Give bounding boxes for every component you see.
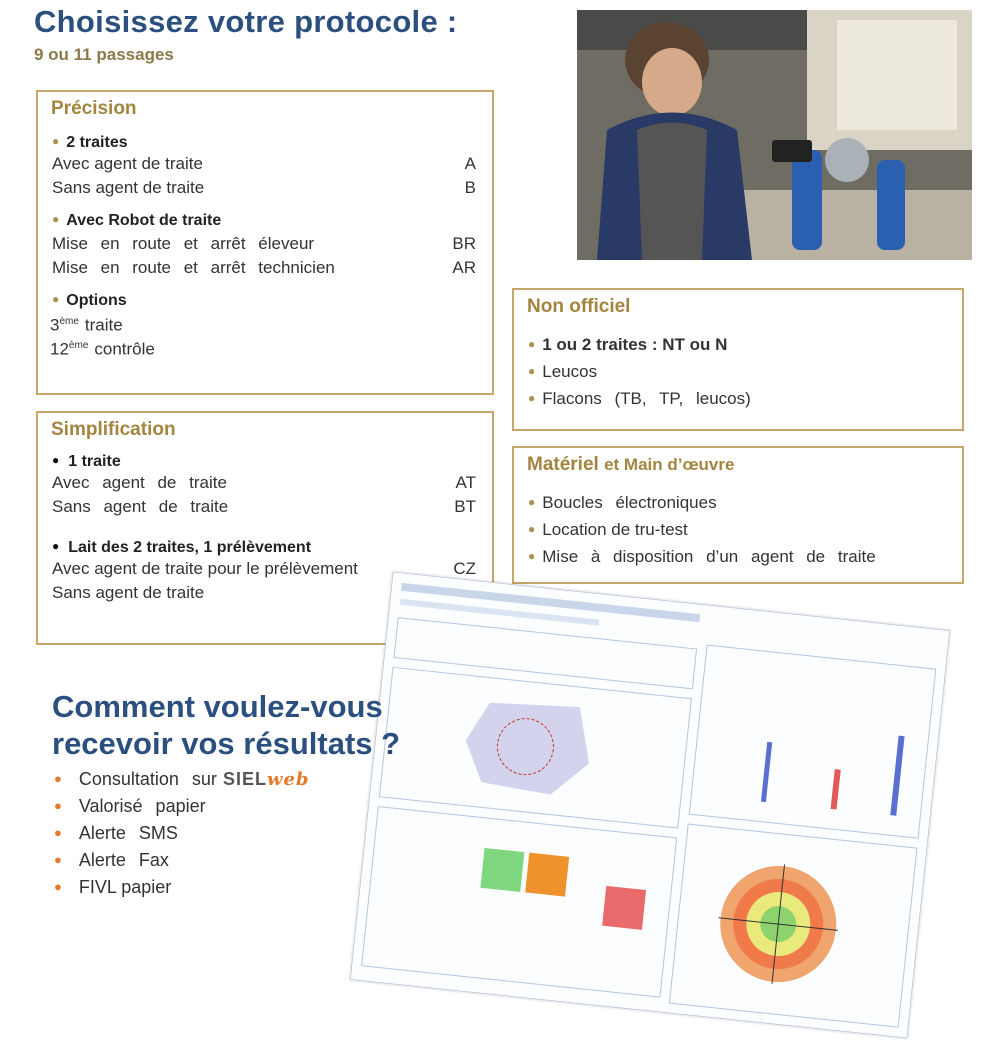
simplification-row: Sans agent de traite: [52, 583, 205, 602]
simplification-row: Avec agent de traite pour le prélèvement CZ: [52, 559, 476, 578]
precision-row: Mise en route et arrêt technicien AR: [52, 258, 476, 277]
precision-section-2-traites: ● 2 traites: [52, 134, 492, 152]
delivery-option: ● Alerte SMS: [54, 820, 310, 847]
delivery-option: ● FIVL papier: [54, 874, 310, 901]
precision-box: [36, 90, 494, 395]
results-question-title: [52, 688, 400, 762]
simplification-title: Simplification: [51, 419, 176, 440]
report-illustration: [350, 572, 950, 1038]
option-row: 3ème traite: [50, 315, 123, 335]
simplification-section-lait: ● Lait des 2 traites, 1 prélèvement: [52, 539, 492, 557]
question-line-2: recevoir vos résultats ?: [52, 726, 401, 761]
non-officiel-box: [512, 288, 964, 431]
precision-row: Avec agent de traite A: [52, 154, 476, 173]
milking-photo: [577, 10, 972, 260]
delivery-options-list: [54, 766, 310, 901]
non-officiel-item: ● Leucos: [528, 359, 962, 386]
simplification-row: Avec agent de traite AT: [52, 473, 476, 492]
materiel-item: ● Boucles électroniques: [528, 490, 962, 517]
precision-row: Sans agent de traite B: [52, 178, 476, 197]
precision-section-robot: ● Avec Robot de traite: [52, 212, 492, 230]
non-officiel-title: Non officiel: [527, 296, 631, 317]
non-officiel-item: ● Flacons (TB, TP, leucos): [528, 386, 962, 413]
materiel-box: [512, 446, 964, 584]
precision-title: Précision: [51, 98, 137, 119]
question-line-1: Comment voulez-vous: [52, 689, 383, 724]
milking-photo-illustration: [577, 10, 972, 260]
delivery-option: ● Alerte Fax: [54, 847, 310, 874]
simplification-row: Sans agent de traite BT: [52, 497, 476, 516]
sielweb-logo: SIELweb: [222, 769, 310, 790]
page-subtitle: 9 ou 11 passages: [34, 45, 174, 64]
page-title: Choisissez votre protocole :: [34, 4, 458, 39]
simplification-section-1-traite: ● 1 traite: [52, 453, 492, 471]
precision-row: Mise en route et arrêt éleveur BR: [52, 234, 476, 253]
results-report-image: [350, 572, 950, 1038]
delivery-option: ● Consultation sur SIELweb: [54, 766, 310, 793]
precision-section-options: ● Options: [52, 292, 492, 310]
delivery-option: ● Valorisé papier: [54, 793, 310, 820]
materiel-item: ● Mise à disposition d’un agent de traite: [528, 544, 962, 571]
option-row: 12ème contrôle: [50, 339, 155, 359]
non-officiel-item: ● 1 ou 2 traites : NT ou N: [528, 332, 962, 359]
materiel-item: ● Location de tru-test: [528, 517, 962, 544]
materiel-title: Matériel et Main d’œuvre: [527, 454, 735, 475]
